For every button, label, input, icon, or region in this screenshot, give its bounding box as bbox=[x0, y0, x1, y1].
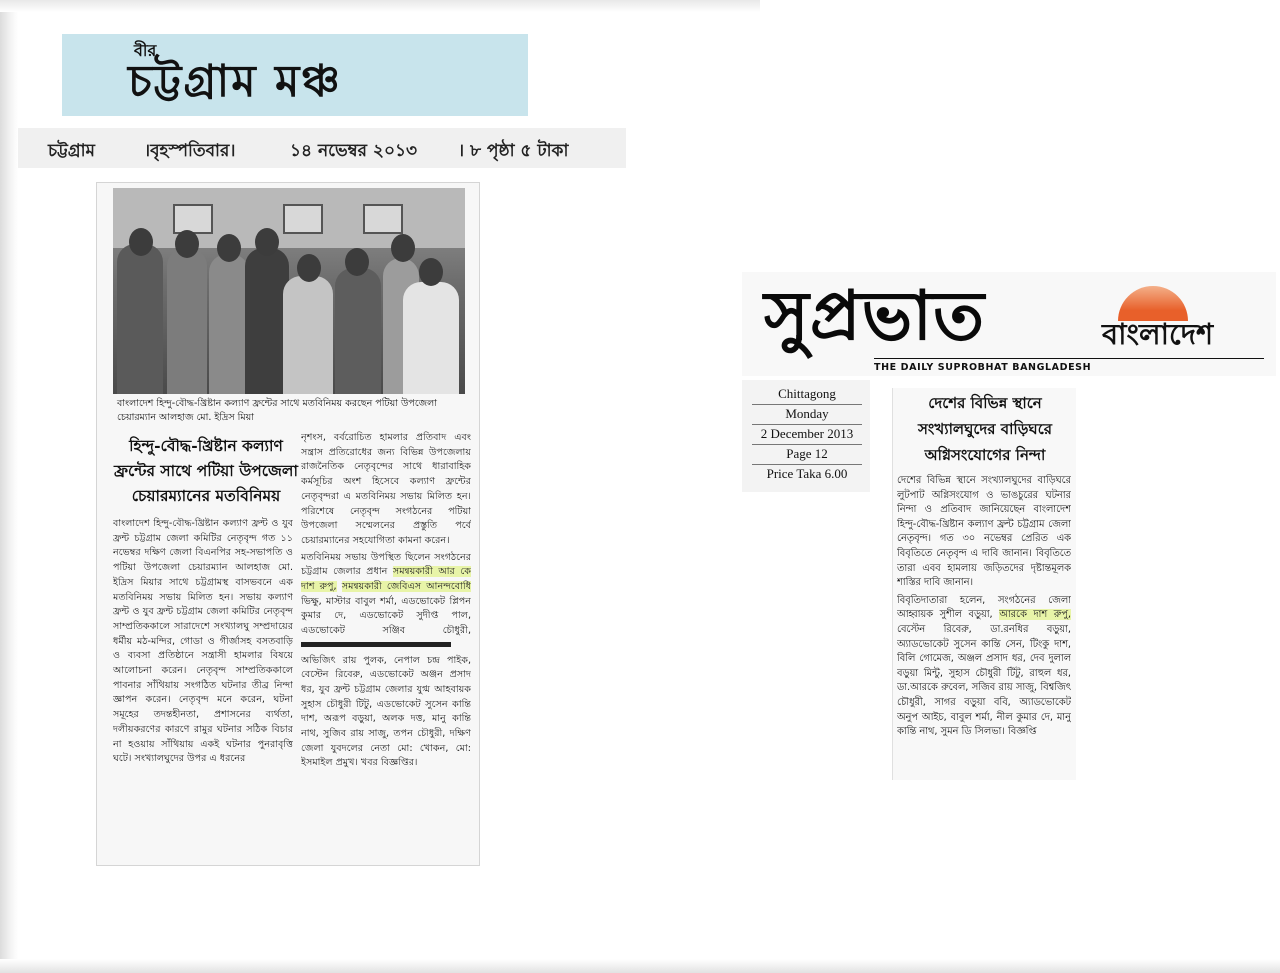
group-photo bbox=[113, 188, 465, 394]
masthead-subtitle: বাংলাদেশ bbox=[1102, 317, 1214, 351]
wall-frame bbox=[173, 204, 213, 234]
masthead-title: সুপ্রভাত bbox=[764, 276, 986, 356]
scan-edge-left bbox=[0, 0, 18, 973]
scan-edge-bottom bbox=[0, 959, 1280, 973]
masthead-title: চট্টগ্রাম মঞ্চ bbox=[128, 56, 342, 107]
masthead-english: THE DAILY SUPROBHAT BANGLADESH bbox=[874, 358, 1264, 373]
right-article bbox=[892, 388, 1076, 780]
dateline-day: ।বৃহস্পতিবার। bbox=[144, 141, 236, 161]
dateline-city: Chittagong bbox=[752, 384, 862, 405]
photo-caption: বাংলাদেশ হিন্দু-বৌদ্ধ-খ্রিষ্টান কল্যাণ ফ্রন্টের সাথে মতবিনিময় করছেন পটিয়া উপজেলা চেয়ারম্যান আলহাজ মো. ইদ্রিস মিয়া bbox=[117, 398, 438, 423]
article-paragraph: বিবৃতিদাতারা হলেন, সংগঠনের জেলা আহ্বায়ক সুশীল বড়ুয়া, আরকে দাশ রুপু, বেস্টেন রিবেরু, ডা.রনধির বড়ুয়া, অ্যাডভোকেট সুসেন কান্তি সেন, টিংকু দাশ, বিলি গোমেজ, অঞ্জল প্রসাদ ধর, দেব দুলাল বড়ুয়া মিন্টু, সুহাস চৌধুরী টিটু, রাহুল ধর, ডা.আরকে রুবেল, সজিব রায় সাজু, বিশ্বজিৎ চৌধুরী, সাগর বড়ুয়া ববি, অ্যাডভোকেট অনুপ আইচ, বাবুল শর্মা, নীল কুমার দে, মানু কান্তি নাথ, সুমন ডি সিলভা। বিজ্ঞপ্তি bbox=[897, 594, 1071, 738]
dateline-page: Page 12 bbox=[752, 444, 862, 465]
redaction-mark bbox=[301, 642, 451, 647]
dateline-city: চট্টগ্রাম bbox=[48, 141, 95, 161]
dateline-date: ১৪ নভেম্বর ২০১৩ bbox=[290, 141, 418, 161]
highlighted-name: সমন্বয়কারী জেবিএস আনন্দবোধি bbox=[341, 581, 471, 593]
highlighted-name: আরকে দাশ রুপু, bbox=[999, 609, 1071, 621]
left-article-column-2 bbox=[301, 431, 471, 863]
highlighted-name: সমন্বয়কারী আর কে দাশ রুপু, bbox=[301, 566, 471, 593]
right-headline: দেশের বিভিন্ন স্থানে সংখ্যালঘুদের বাড়িঘরে অগ্নিসংযোগের নিন্দা bbox=[918, 394, 1052, 464]
suprobhat-masthead bbox=[742, 272, 1276, 376]
left-article bbox=[96, 182, 480, 866]
dateline-price: Price Taka 6.00 bbox=[766, 466, 848, 481]
photo-person bbox=[209, 254, 249, 394]
article-paragraph: বাংলাদেশ হিন্দু-বৌদ্ধ-খ্রিষ্টান কল্যাণ ফ্রন্ট ও যুব ফ্রন্ট চট্টগ্রাম জেলা কমিটির নেতৃবৃন্দ গত ১১ নভেম্বর দক্ষিণ জেলা বিএনপির সহ-সভাপতি ও পটিয়া উপজেলা চেয়ারম্যান আলহাজ মো. ইদ্রিস মিয়ার সাথে চট্টগ্রামস্থ বাসভবনে এক মতবিনিময় সভায় মিলিত হন। সভায় কল্যাণ ফ্রন্ট ও যুব ফ্রন্ট চট্টগ্রাম জেলা কমিটির নেতৃবৃন্দ সাম্প্রতিককালে সারাদেশে সংখ্যালঘু সম্প্রদায়ের ধর্মীয় মঠ-মন্দির, গোডা ও গীর্জাসহ বসতবাড়ি ও ব্যবসা প্রতিষ্ঠানে সন্ত্রাসী হামলার বিষয়ে আলোচনা করেন। নেতৃবৃন্দ সাম্প্রতিককালে পাবনার সাঁথিয়ায় সংগঠিত ঘটনার তীব্র নিন্দা জ্ঞাপন করেন। নেতৃবৃন্দ মনে করেন, ঘটনা সমূহের তদন্তহীনতা, প্রশাসনের ব্যর্থতা, দলীয়করণের কারণে রামুর ঘটনার সঠিক বিচার না হওয়ায় সাঁথিয়ায় একই ঘটনার পুনরাবৃত্তি ঘটে। সংখ্যালঘুদের উপর এ ধরনের bbox=[113, 518, 293, 765]
wall-frame bbox=[363, 204, 403, 234]
photo-person bbox=[283, 276, 333, 394]
photo-person bbox=[403, 282, 459, 394]
article-paragraph: নৃশংস, বর্বরোচিত হামলার প্রতিবাদ এবং সন্ত্রাস প্রতিরোধের জন্য বিভিন্ন উপজেলায় রাজনৈতিক নেতৃবৃন্দের সাথে ধারাবাহিক কর্মসূচির অংশ হিসেবে কল্যাণ ফ্রন্টের নেতৃবৃন্দরা এ মতবিনিময় সভায় মিলিত হন। পরিশেষে নেতৃবৃন্দ সংগঠনের পটিয়া উপজেলা সম্মেলনের প্রস্তুতি পর্বে চেয়ারম্যানের সহযোগিতা কামনা করেন। bbox=[301, 432, 471, 546]
left-dateline bbox=[18, 128, 626, 168]
dateline-date: 2 December 2013 bbox=[752, 424, 862, 445]
chattogram-mancha-masthead bbox=[62, 34, 528, 116]
masthead-prefix: বীর bbox=[134, 41, 157, 60]
dateline-price: । ৮ পৃষ্ঠা ৫ টাকা bbox=[458, 141, 569, 161]
article-paragraph: দেশের বিভিন্ন স্থানে সংখ্যালঘুদের বাড়িঘরে লুটপাট অগ্নিসংযোগ ও ভাঙচুরের ঘটনার নিন্দা ও প্রতিবাদ জানিয়েছেন বাংলাদেশ হিন্দু-বৌদ্ধ-খ্রিষ্টান কল্যাণ ফ্রন্ট চট্টগ্রাম জেলা নেতৃবৃন্দ। গত ৩০ নভেম্বর প্রেরিত এক বিবৃতিতে নেতৃবৃন্দ এ দাবি জানান। বিবৃতিতে তারা এবব হামলায় জড়িতদের দৃষ্টান্তমূলক শাস্তির দাবি জানান। bbox=[897, 475, 1071, 589]
left-article-column-1 bbox=[113, 517, 293, 863]
left-headline: হিন্দু-বৌদ্ধ-খ্রিষ্টান কল্যাণ ফ্রন্টের সাথে পটিয়া উপজেলা চেয়ারম্যানের মতবিনিময় bbox=[114, 436, 298, 505]
wall-frame bbox=[283, 204, 323, 234]
photo-person bbox=[117, 244, 163, 394]
photo-person bbox=[167, 248, 207, 394]
right-article-body bbox=[897, 474, 1071, 774]
article-paragraph: মতবিনিময় সভায় উপস্থিত ছিলেন সংগঠনের চট্টগ্রাম জেলার প্রধান সমন্বয়কারী আর কে দাশ রুপু, সমন্বয়কারী জেবিএস আনন্দবোধি ভিক্ষু, মাস্টার বাবুল শর্মা, এডভোকেট প্লিপন কুমার দে, এডভোকেট সুদীপ্ত পাল, এডভোকেট সঞ্জিব চৌধুরী, অভিজিৎ রায় পুলক, নেপাল চন্দ্র পাইক, বেস্টেন রিবেরু, এডভোকেট অঞ্জন প্রসাদ ধর, যুব ফ্রন্ট চট্টগ্রাম জেলার যুগ্ম আহবায়ক সুহাস চৌধুরী টিটু, এডভোকেট সুসেন কান্তি দাশ, অরূপ বড়ুয়া, অলক দত্ত, মানু কান্তি নাথ, সুজিব রায় সাজু, তপন চৌধুরী, দক্ষিণ জেলা যুবদলের নেতা মো: খোকন, মো: ইসমাইল প্রমুখ। খবর বিজ্ঞপ্তির। bbox=[301, 551, 471, 769]
photo-person bbox=[335, 268, 381, 394]
right-dateline bbox=[742, 380, 870, 492]
scan-edge-top bbox=[0, 0, 760, 12]
dateline-day: Monday bbox=[752, 404, 862, 425]
